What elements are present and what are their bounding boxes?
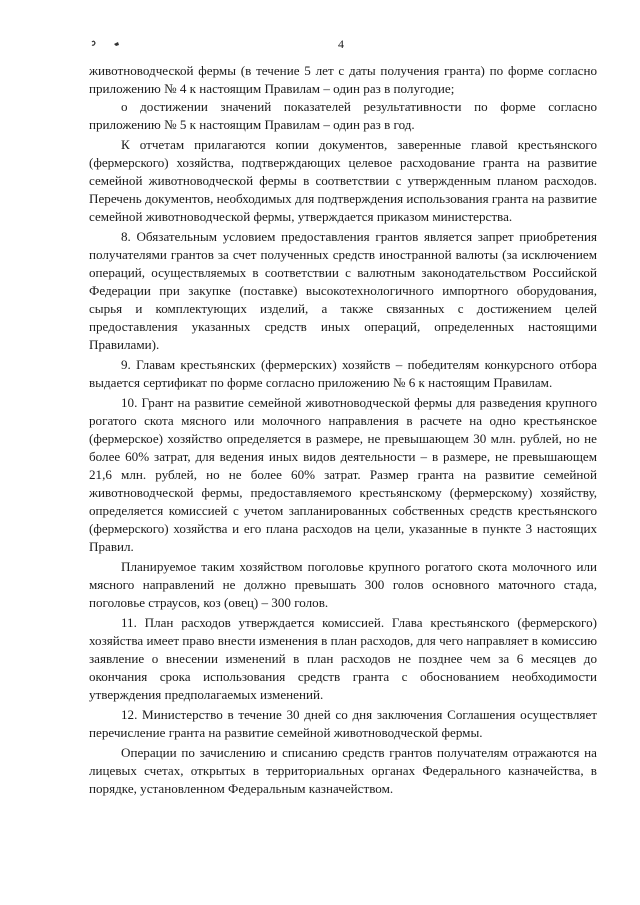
document-body [89, 62, 597, 798]
paragraph-3: К отчетам прилагаются копии документов, заверенные главой крестьянского (фермерского) хозяйства, подтверждающих целевое расходование гранта на развитие семейной животноводческой фермы в соответствии с утвержденным планом расходов. Перечень документов, необходимых для подтверждения использования гранта на развитие семейной животноводческой фермы, утверждается приказом министерства. [89, 137, 597, 224]
paragraph-8: 11. План расходов утверждается комиссией. Глава крестьянского (фермерского) хозяйства имеет право внести изменения в план расходов, для чего направляет в комиссию заявление о внесении изменений в план расходов не позднее чем за 6 месяцев до окончания срока использования средств гранта с обоснованием необходимости утверждения предполагаемых изменений. [89, 615, 597, 702]
paragraph-7: Планируемое таким хозяйством поголовье крупного рогатого скота молочного или мясного направлений не должно превышать 300 голов основного маточного стада, поголовье страусов, коз (овец) – 300 голов. [89, 559, 597, 610]
paragraph-6: 10. Грант на развитие семейной животноводческой фермы для разведения крупного рогатого скота мясного или молочного направления в расчете на одно крестьянское (фермерское) хозяйство определяется в размере, не превышающем 30 млн. рублей, но не более 60% затрат, для ведения иных видов деятельности – в размере, не превышающем 21,6 млн. рублей, но не более 60% затрат. Размер гранта на развитие семейной животноводческой фермы, предоставляемого крестьянскому (фермерскому) хозяйству, определяется комиссией с учетом запланированных собственных средств крестьянского (фермерского) хозяйства и его плана расходов на цели, указанные в пункте 3 настоящих Правил. [89, 395, 597, 554]
paragraph-2: о достижении значений показателей результативности по форме согласно приложению № 5 к настоящим Правилам – один раз в год. [89, 99, 597, 132]
paragraph-9: 12. Министерство в течение 30 дней со дня заключения Соглашения осуществляет перечисление гранта на развитие семейной животноводческой фермы. [89, 707, 597, 740]
paragraph-10: Операции по зачислению и списанию средств грантов получателям отражаются на лицевых счетах, открытых в территориальных органах Федерального казначейства, в порядке, установленном Федеральным казначейством. [89, 745, 597, 796]
paragraph-5: 9. Главам крестьянских (фермерских) хозяйств – победителям конкурсного отбора выдается сертификат по форме согласно приложению № 6 к настоящим Правилам. [89, 357, 597, 390]
paragraph-4: 8. Обязательным условием предоставления грантов является запрет приобретения получателями грантов за счет полученных средств иностранной валюты (за исключением операций, осуществляемых в соответствии с валютным законодательством Российской Федерации при закупке (поставке) высокотехнологичного импортного оборудования, сырья и комплектующих изделий, а также связанных с достижением целей предоставления указанных средств иных операций, определенных настоящими Правилами). [89, 229, 597, 352]
scan-marks [90, 38, 130, 50]
page-number: 4 [338, 37, 344, 51]
paragraph-1: животноводческой фермы (в течение 5 лет с даты получения гранта) по форме согласно приложению № 4 к настоящим Правилам – один раз в полугодие; [89, 63, 597, 96]
